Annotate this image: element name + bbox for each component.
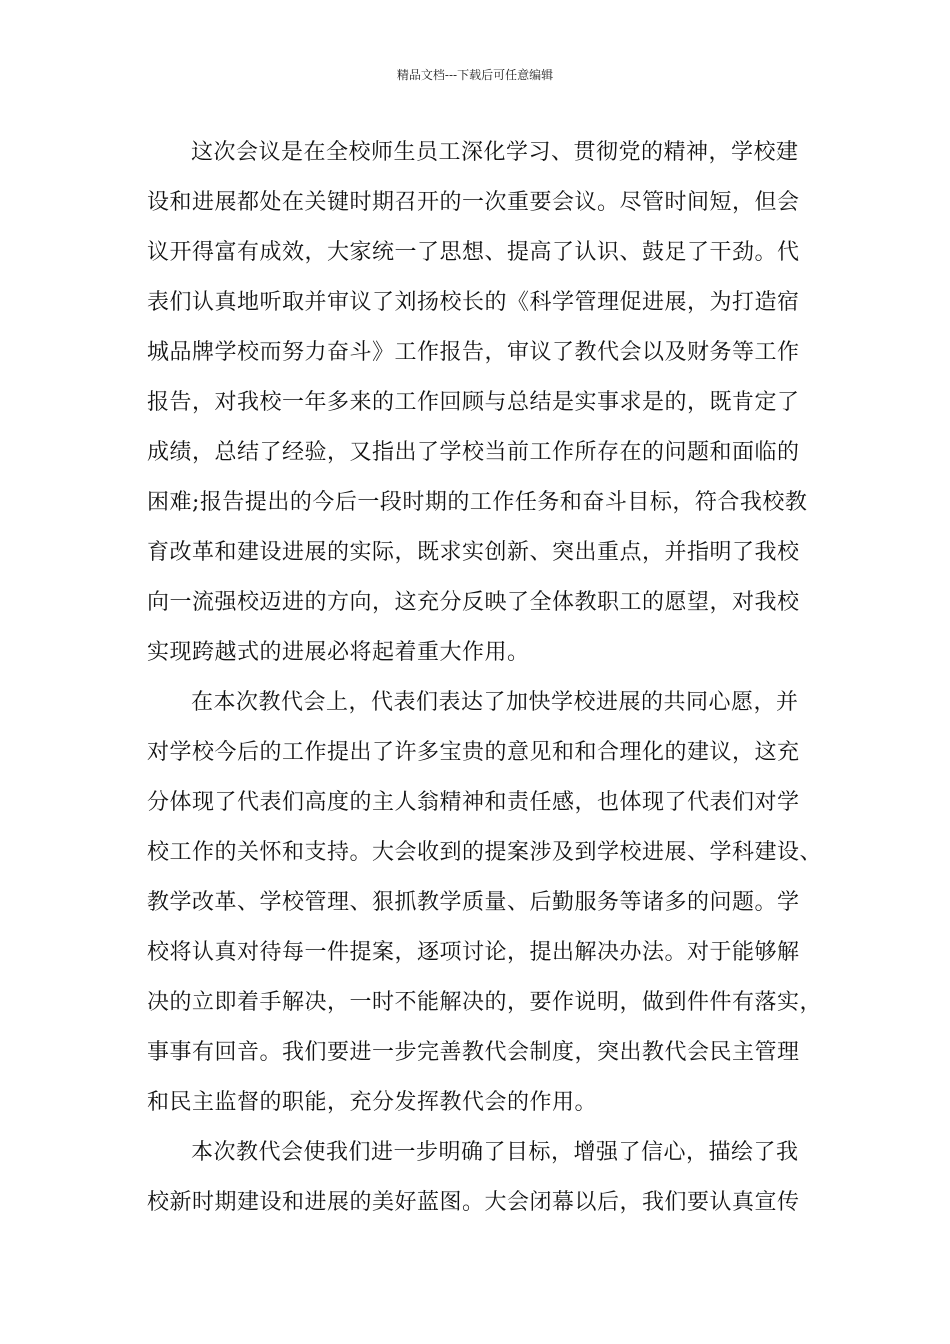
paragraph-line: 教学改革、学校管理、狠抓教学质量、后勤服务等诸多的问题。学 (147, 890, 800, 915)
paragraph-line: 议开得富有成效，大家统一了思想、提高了认识、鼓足了干劲。代 (147, 240, 800, 265)
paragraph-line: 这次会议是在全校师生员工深化学习、贯彻党的精神，学校建 (191, 140, 799, 165)
paragraph-line: 在本次教代会上，代表们表达了加快学校进展的共同心愿，并 (191, 690, 799, 715)
page-header: 精品文档---下载后可任意编辑 (396, 68, 554, 82)
paragraph-3 (147, 1128, 827, 1228)
paragraph-line: 对学校今后的工作提出了许多宝贵的意见和和合理化的建议，这充 (147, 740, 800, 765)
paragraph-line: 报告，对我校一年多来的工作回顾与总结是实事求是的，既肯定了 (147, 390, 800, 415)
paragraph-line: 校新时期建设和进展的美好蓝图。大会闭幕以后，我们要认真宣传 (147, 1190, 800, 1215)
paragraph-1 (147, 128, 827, 678)
paragraph-line: 表们认真地听取并审议了刘扬校长的《科学管理促进展，为打造宿 (147, 290, 800, 315)
paragraph-line: 育改革和建设进展的实际，既求实创新、突出重点，并指明了我校 (147, 540, 800, 565)
document-body (147, 128, 827, 1228)
paragraph-line: 和民主监督的职能，充分发挥教代会的作用。 (147, 1090, 598, 1115)
paragraph-line: 事事有回音。我们要进一步完善教代会制度，突出教代会民主管理 (147, 1040, 800, 1065)
paragraph-line: 成绩，总结了经验，又指出了学校当前工作所存在的问题和面临的 (147, 440, 800, 465)
paragraph-line: 分体现了代表们高度的主人翁精神和责任感，也体现了代表们对学 (147, 790, 800, 815)
paragraph-line: 实现跨越式的进展必将起着重大作用。 (147, 640, 530, 665)
paragraph-line: 设和进展都处在关键时期召开的一次重要会议。尽管时间短，但会 (147, 190, 800, 215)
paragraph-line: 向一流强校迈进的方向，这充分反映了全体教职工的愿望，对我校 (147, 590, 800, 615)
paragraph-line: 城品牌学校而努力奋斗》工作报告，审议了教代会以及财务等工作 (147, 340, 800, 365)
paragraph-line: 本次教代会使我们进一步明确了目标，增强了信心，描绘了我 (191, 1140, 799, 1165)
paragraph-line: 决的立即着手解决，一时不能解决的，要作说明，做到件件有落实， (147, 990, 823, 1015)
paragraph-2 (147, 678, 827, 1128)
paragraph-line: 校将认真对待每一件提案，逐项讨论，提出解决办法。对于能够解 (147, 940, 800, 965)
paragraph-line: 校工作的关怀和支持。大会收到的提案涉及到学校进展、学科建设、 (147, 840, 823, 865)
paragraph-line: 困难;报告提出的今后一段时期的工作任务和奋斗目标，符合我校教 (147, 490, 808, 515)
